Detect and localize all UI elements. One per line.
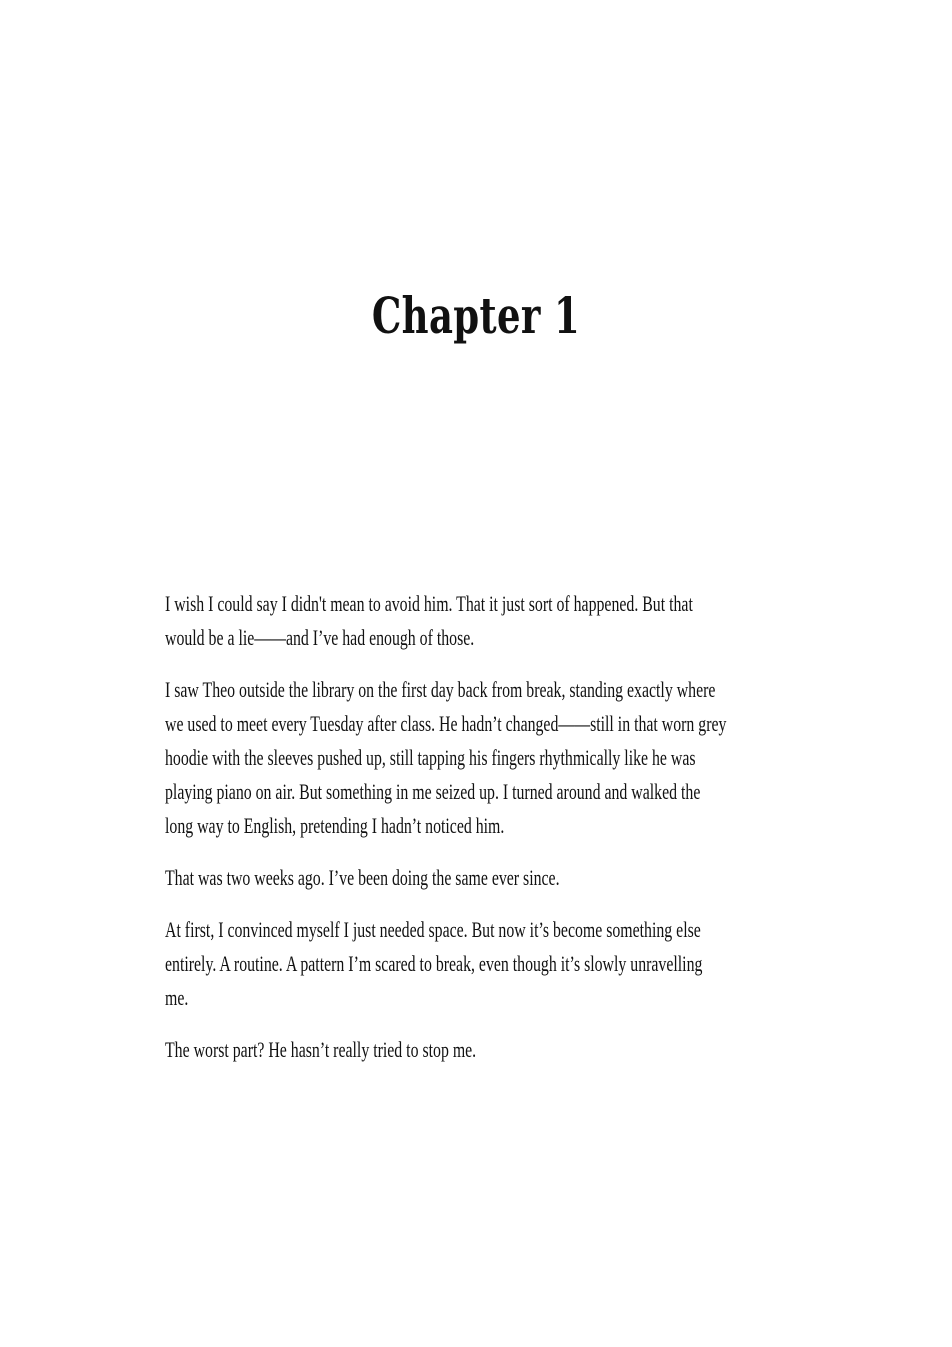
text-line: I wish I could say I didn't mean to avoid him. That it just sort of happened. But that: [165, 591, 693, 616]
text-line: me.: [165, 985, 189, 1010]
text-line: would be a lie——and I’ve had enough of those.: [165, 625, 475, 650]
text-line: That was two weeks ago. I’ve been doing the same ever since.: [165, 865, 560, 890]
text-line: playing piano on air. But something in me seized up. I turned around and walked the: [165, 779, 701, 804]
text-line: I saw Theo outside the library on the first day back from break, standing exactly where: [165, 677, 716, 702]
paragraph-1: [165, 587, 770, 655]
paragraph-3: [165, 861, 770, 895]
paragraph-5: [165, 1033, 770, 1067]
text-line: we used to meet every Tuesday after class. He hadn’t changed——still in that worn grey: [165, 711, 727, 736]
chapter-body: [165, 587, 770, 1085]
text-line: entirely. A routine. A pattern I’m scared to break, even though it’s slowly unravelling: [165, 951, 703, 976]
chapter-title: Chapter 1: [371, 286, 581, 345]
paragraph-2: [165, 673, 770, 843]
paragraph-4: [165, 913, 770, 1015]
text-line: long way to English, pretending I hadn’t noticed him.: [165, 813, 505, 838]
text-line: At first, I convinced myself I just needed space. But now it’s become something else: [165, 917, 701, 942]
text-line: The worst part? He hasn’t really tried to stop me.: [165, 1037, 477, 1062]
text-line: hoodie with the sleeves pushed up, still tapping his fingers rhythmically like he was: [165, 745, 696, 770]
